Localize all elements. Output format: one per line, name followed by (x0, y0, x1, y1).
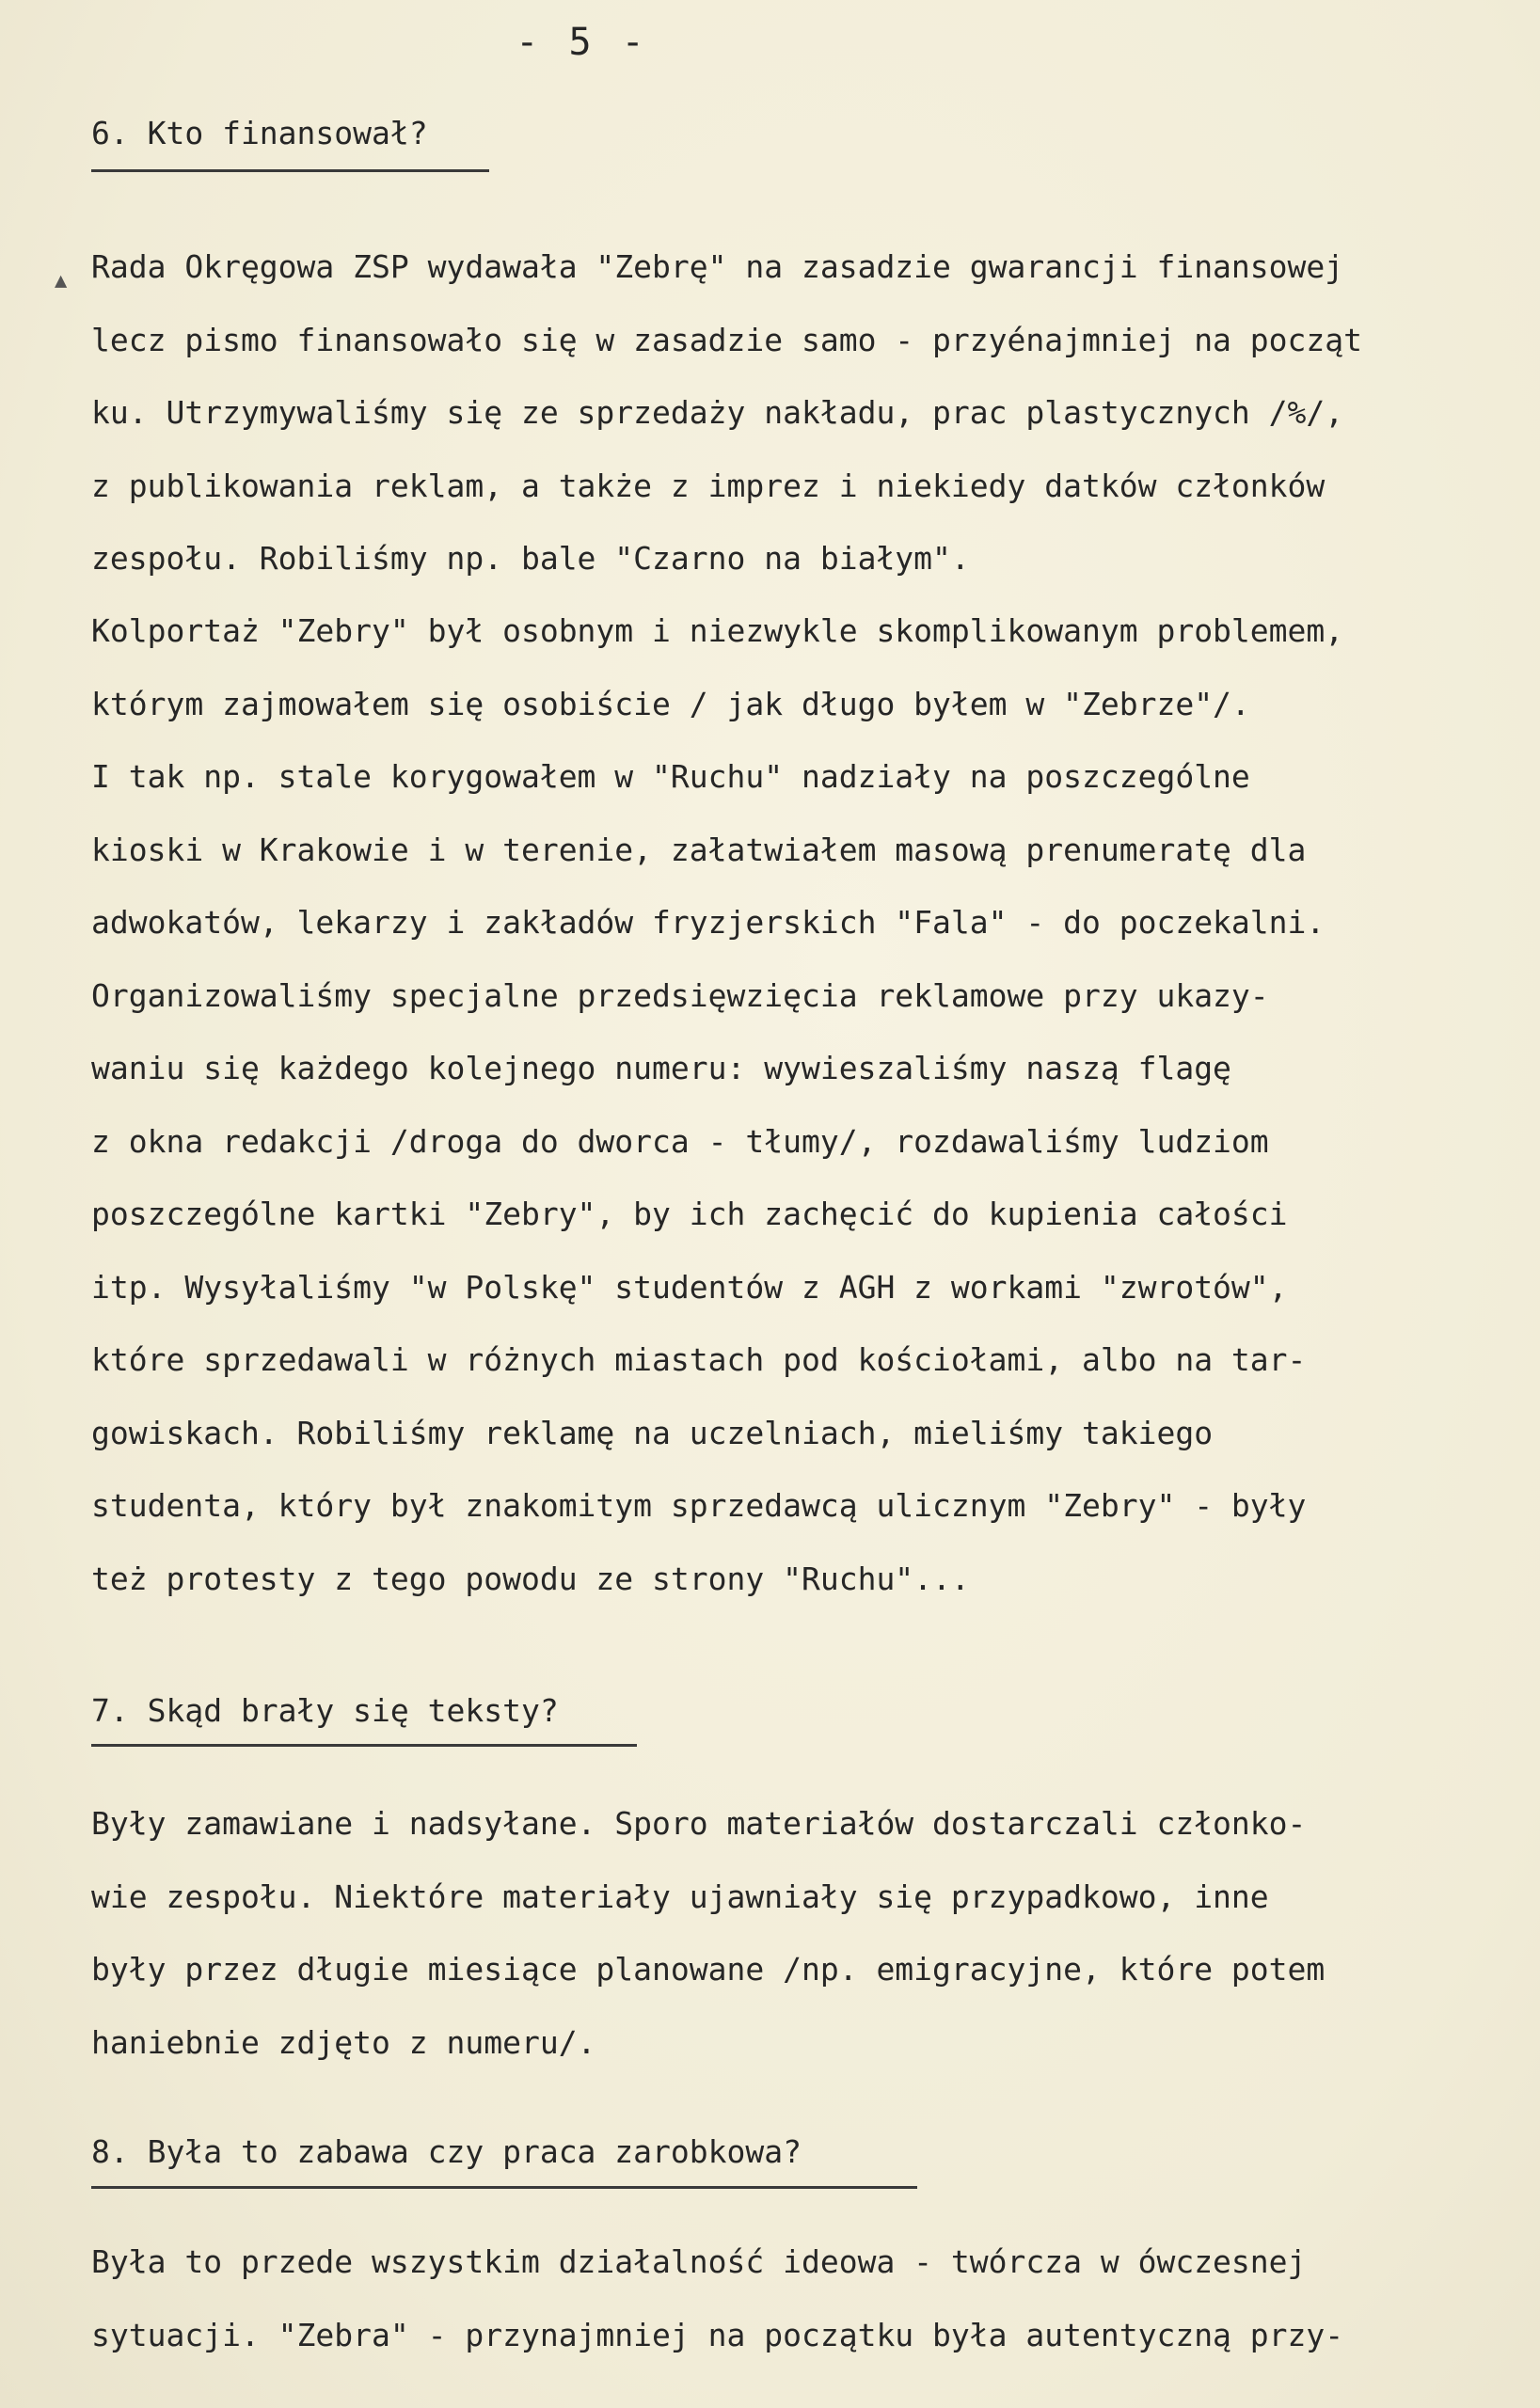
text-line: itp. Wysyłaliśmy "w Polskę" studentów z AGH z workami "zwrotów", (91, 1268, 1288, 1306)
text-line: poszczególne kartki "Zebry", by ich zachęcić do kupienia całości (91, 1196, 1288, 1232)
text-line: Była to przede wszystkim działalność ideowa - twórcza w ówczesnej (91, 2243, 1307, 2280)
text-line: Kolportaż "Zebry" był osobnym i niezwykle skomplikowanym problemem, (91, 612, 1344, 649)
text-line: I tak np. stale korygowałem w "Ruchu" nadziały na poszczególne (91, 758, 1250, 795)
text-line: haniebnie zdjęto z numeru/. (91, 2023, 596, 2061)
text-line: wie zespołu. Niektóre materiały ujawniały się przypadkowo, inne (91, 1877, 1269, 1915)
text-line: Rada Okręgowa ZSP wydawała "Zebrę" na zasadzie gwarancji finansowej (91, 248, 1344, 285)
text-line: studenta, który był znakomitym sprzedawcą ulicznym "Zebry" - były (91, 1487, 1307, 1524)
section-heading-6: 6. Kto finansował? (91, 115, 428, 151)
page-number: - 5 - (516, 21, 648, 64)
section-heading-7: 7. Skąd brały się teksty? (91, 1692, 559, 1729)
heading-underline (91, 1744, 637, 1747)
text-line: zespołu. Robiliśmy np. bale "Czarno na białym". (91, 540, 970, 577)
text-line: Organizowaliśmy specjalne przedsięwzięcia reklamowe przy ukazy- (91, 976, 1269, 1014)
text-line: gowiskach. Robiliśmy reklamę na uczelniach, mieliśmy takiego (91, 1414, 1214, 1451)
margin-mark: ▲ (55, 269, 68, 293)
section-heading-8: 8. Była to zabawa czy praca zarobkowa? (91, 2133, 802, 2170)
text-line: waniu się każdego kolejnego numeru: wywieszaliśmy naszą flagę (91, 1050, 1231, 1086)
text-line: ku. Utrzymywaliśmy się ze sprzedaży nakładu, prac plastycznych /%/, (91, 394, 1344, 431)
section-7-paragraph-1 (91, 1787, 1531, 2079)
text-line: były przez długie miesiące planowane /np. emigracyjne, które potem (91, 1951, 1326, 1988)
text-line: które sprzedawali w różnych miastach pod kościołami, albo na tar- (91, 1341, 1307, 1378)
text-line: Były zamawiane i nadsyłane. Sporo materiałów dostarczali członko- (91, 1805, 1307, 1842)
section-8-paragraph-1 (91, 2226, 1531, 2371)
text-line: kioski w Krakowie i w terenie, załatwiałem masową prenumeratę dla (91, 831, 1307, 868)
text-line: lecz pismo finansowało się w zasadzie samo - przyénajmniej na począt (91, 321, 1363, 358)
text-line: którym zajmowałem się osobiście / jak długo byłem w "Zebrze"/. (91, 685, 1250, 722)
text-line: z okna redakcji /droga do dworca - tłumy/, rozdawaliśmy ludziom (91, 1122, 1269, 1160)
section-6-paragraph-1 (91, 230, 1531, 595)
text-line: sytuacji. "Zebra" - przynajmniej na początku była autentyczną przy- (91, 2316, 1344, 2353)
text-line: adwokatów, lekarzy i zakładów fryzjerskich "Fala" - do poczekalni. (91, 904, 1326, 941)
heading-underline (91, 169, 489, 172)
heading-underline (91, 2186, 917, 2189)
text-line: też protesty z tego powodu ze strony "Ruchu"... (91, 1560, 970, 1597)
section-6-paragraph-2 (91, 594, 1531, 1615)
text-line: z publikowania reklam, a także z imprez i niekiedy datków członków (91, 467, 1326, 504)
